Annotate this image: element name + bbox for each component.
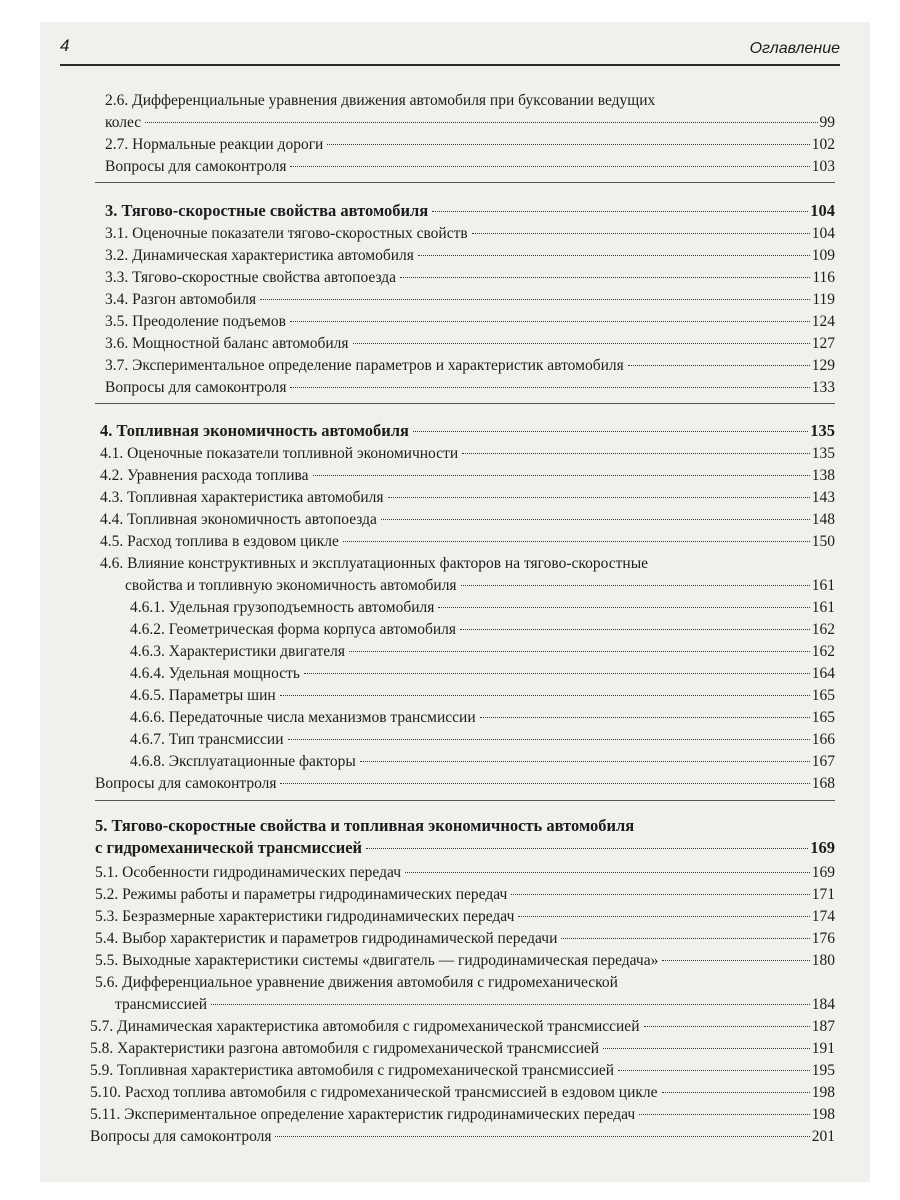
toc-entry: 4.3. Топливная характеристика автомобиля 143 — [100, 489, 835, 506]
toc-entry: 3.6. Мощностной баланс автомобиля 127 — [105, 335, 835, 352]
toc-entry: 3.2. Динамическая характеристика автомобиля 109 — [105, 247, 835, 264]
toc-entry: Вопросы для самоконтроля 103 — [105, 158, 835, 175]
toc-entry: 5.11. Экспериментальное определение характеристик гидродинамических передач 198 — [90, 1106, 835, 1123]
toc-entry: 5.1. Особенности гидродинамических передач 169 — [95, 864, 835, 881]
section-divider — [95, 182, 835, 183]
page-header — [60, 30, 840, 66]
toc-entry: 4.6.3. Характеристики двигателя 162 — [130, 643, 835, 660]
toc-entry: 4.6.6. Передаточные числа механизмов трансмиссии 165 — [130, 709, 835, 726]
toc-entry: 5.8. Характеристики разгона автомобиля с гидромеханической трансмиссией 191 — [90, 1040, 835, 1057]
toc-entry: 5.2. Режимы работы и параметры гидродинамических передач 171 — [95, 886, 835, 903]
toc-entry: 5.9. Топливная характеристика автомобиля с гидромеханической трансмиссией 195 — [90, 1062, 835, 1079]
toc-chapter: 3. Тягово-скоростные свойства автомобиля 104 — [105, 201, 835, 220]
toc-entry: 5.3. Безразмерные характеристики гидродинамических передач 174 — [95, 908, 835, 925]
toc-entry: 4.5. Расход топлива в ездовом цикле 150 — [100, 533, 835, 550]
toc-entry: 3.1. Оценочные показатели тягово-скоростных свойств 104 — [105, 225, 835, 242]
toc-entry: 4.1. Оценочные показатели топливной экономичности 135 — [100, 445, 835, 462]
toc-entry: 4.6. Влияние конструктивных и эксплуатационных факторов на тягово-скоростные свойства и топливную экономичность автомобиля 161 — [100, 555, 835, 594]
running-title: Оглавление — [749, 40, 840, 57]
toc-entry: 3.5. Преодоление подъемов 124 — [105, 313, 835, 330]
toc-entry: 3.3. Тягово-скоростные свойства автопоезда 116 — [105, 269, 835, 286]
toc-chapter: 5. Тягово-скоростные свойства и топливная экономичность автомобиля с гидромеханической трансмиссией 169 — [95, 816, 835, 857]
section-divider — [95, 800, 835, 801]
toc-entry: 4.6.5. Параметры шин 165 — [130, 687, 835, 704]
toc-entry: 4.6.8. Эксплуатационные факторы 167 — [130, 753, 835, 770]
toc-entry: 4.6.2. Геометрическая форма корпуса автомобиля 162 — [130, 621, 835, 638]
toc-entry: 5.7. Динамическая характеристика автомобиля с гидромеханической трансмиссией 187 — [90, 1018, 835, 1035]
page-number: 4 — [60, 36, 70, 55]
toc-entry: 4.4. Топливная экономичность автопоезда 148 — [100, 511, 835, 528]
toc-entry: 3.4. Разгон автомобиля 119 — [105, 291, 835, 308]
toc-entry: 2.7. Нормальные реакции дороги 102 — [105, 136, 835, 153]
toc-entry: 2.6. Дифференциальные уравнения движения автомобиля при буксовании ведущих колес 99 — [105, 92, 835, 131]
toc-entry: 4.6.4. Удельная мощность 164 — [130, 665, 835, 682]
toc-chapter: 4. Топливная экономичность автомобиля 135 — [100, 421, 835, 440]
toc-entry: 3.7. Экспериментальное определение параметров и характеристик автомобиля 129 — [105, 357, 835, 374]
toc-entry: 5.10. Расход топлива автомобиля с гидромеханической трансмиссией в ездовом цикле 198 — [90, 1084, 835, 1101]
toc-entry: 5.5. Выходные характеристики системы «двигатель — гидродинамическая передача» 180 — [95, 952, 835, 969]
toc-entry: 4.6.1. Удельная грузоподъемность автомобиля 161 — [130, 599, 835, 616]
toc-entry: Вопросы для самоконтроля 168 — [95, 775, 835, 792]
toc-entry: Вопросы для самоконтроля 133 — [105, 379, 835, 396]
toc-entry: 5.6. Дифференциальное уравнение движения автомобиля с гидромеханической трансмиссией 184 — [95, 974, 835, 1013]
toc-entry: 5.4. Выбор характеристик и параметров гидродинамической передачи 176 — [95, 930, 835, 947]
toc-entry: 4.2. Уравнения расхода топлива 138 — [100, 467, 835, 484]
toc-entry: Вопросы для самоконтроля 201 — [90, 1128, 835, 1145]
toc-entry: 4.6.7. Тип трансмиссии 166 — [130, 731, 835, 748]
section-divider — [95, 403, 835, 404]
